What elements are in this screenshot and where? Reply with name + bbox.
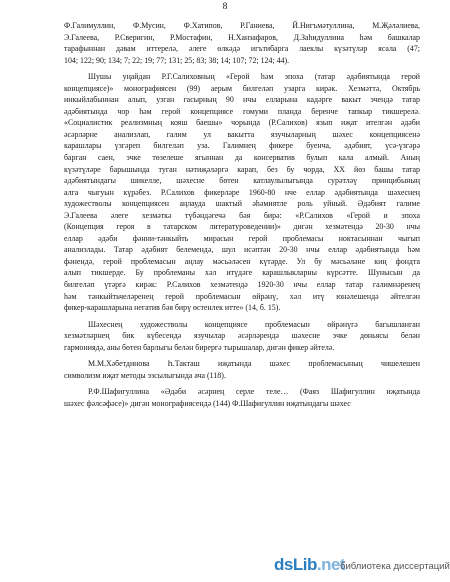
- text-line: Э.Галеева әлеге хезмәткә түбәндәгечә бәя бирә: «Р.Салихов «Герой и эпоха: [64, 210, 420, 220]
- text-line: (Концепция героя в татарском литературоведении)» дигән хезмәтендә 20-30 нчы: [64, 222, 420, 232]
- text-line: шәхес фәлсәфәсе)» дигән монографиясендә (144) Ф.Шафигуллин иҗатындагы шәхес: [64, 398, 351, 408]
- text-line: карашлары үзгәреп билгеләп уза. Галимнең фикере буенча, әдәбият, үсә-үзгәрә: [64, 141, 420, 151]
- dslib-logo-main: dsLib: [274, 555, 317, 574]
- text-line: фикер-карашларына негатив бәя бирү өстенлек итте» (14, б. 15).: [64, 303, 281, 313]
- text-line: 104; 122; 90; 134; 7; 22; 19; 77; 131; 25; 83; 38; 14; 107; 72; 124; 44).: [64, 55, 290, 65]
- text-line: Э.Галеева, Р.Сверигин, Р.Мостафин, Н.Ханзафаров, Д.Заһидуллина һәм башкалар: [64, 32, 420, 42]
- text-line: күзәтүләре барышында туган нәтиҗәләргә карап, без бу чорда, XX йөз башы татар: [64, 164, 420, 174]
- text-line: Ф.Галимуллин, Ф.Мусин, Ф.Хатипов, Р.Ганиева, Й.Нигъмәтуллина, М.Җәләлиева,: [64, 21, 420, 30]
- text-line: еллар әдәби фәнни-тәнкыйть мирасын герой проблемасы ноктасыннан чыгып: [64, 233, 420, 243]
- text-line: әсәрләрне анализлап, галим ул вакытта язучыларның шәхес концепциясенә: [64, 129, 420, 139]
- page-number: 8: [222, 2, 228, 12]
- text-line: «Социалистик реализмның кояш баешы» чорында (Р.Салихов) язып иҗат ителгән әдәби: [64, 118, 420, 128]
- text-line: Р.Ф.Шафигуллина «Әдәби әсәрнең серле теле… (Фаяз Шафигуллин иҗатында: [88, 387, 420, 397]
- text-line: художестволы концепциясен аңлауда шактый әһәмиятле роль уйный. Әдәбият галиме: [64, 199, 420, 209]
- text-line: фәнендә, герой проблемасын аңлау мәсьәләсен күтәрде. Ул бу мәсьәләне киң фондта: [64, 256, 420, 266]
- text-line: Шәхеснең художестволы концепциясе проблемасын өйрәнүгә багышланган: [88, 319, 420, 329]
- text-line: концепциясе)» монографиясен (99) аерым билгеләп узарга кирәк. Хезмәттә, Октябрь: [64, 83, 420, 93]
- text-line: анализлады. Татар әдәбият белемендә, шул исәптән 20-30 нчы еллар әдәбиятында һәм: [64, 245, 420, 255]
- dslib-logo: [274, 555, 345, 575]
- text-line: М.М.Хәбетдинова Һ.Такташ иҗатында шәхес проблемасының чишелешен: [88, 359, 420, 369]
- watermark[interactable]: [268, 552, 450, 582]
- text-line: әдәбиятындагы шикелле, шәхесне бөтен катлаулылыгында сурәтләү принцибының: [64, 176, 420, 186]
- text-line: символизм иҗат методы эзсылыгында ача (118).: [64, 370, 226, 380]
- watermark-caption: библиотека диссертаций: [340, 561, 450, 572]
- text-line: Шушы уңайдан Р.Г.Салиховның «Герой һәм эпоха (татар әдәбиятында герой: [88, 72, 420, 82]
- text-line: һәм тәнкыйтьчеләренең герой проблемасын өйрәнү, хәл итү юнәлешендә әйтелгән: [64, 291, 420, 301]
- text-line: алып тикшерде. Бу проблеманы хәл итүдәге карашлыкларны күрсәтте. Шунысын да: [64, 268, 420, 278]
- text-line: барган саен, эчке төзелеше ягыннан да консерватив булып кала алмый. Аның: [64, 153, 420, 163]
- text-line: тарафыннан дәвам иттерелә, әлеге өлкәдә игътибарга лаеклы күзәтүләр ясала (47;: [64, 44, 420, 54]
- text-line: билгеләп үтәргә кирәк: Р.Салихов хезмәтендә 1920-30 нчы еллар татар галимнәренең: [64, 280, 420, 290]
- text-line: әдәбиятында чор һәм герой концепциясе гомуми планда беренче тапкыр тикшерелә.: [64, 106, 420, 116]
- text-line: гармониядә, аны бөтен барлыгы белән бирергә тырышалар, дигән фикер әйтелә.: [64, 342, 335, 352]
- text-line: алга чыгуын күрәбез. Р.Салихов фикерләре 1960-80 нче еллар әдәбиятында шәхеснең: [64, 187, 420, 197]
- text-line: хезмәтләрнең бик күбесендә язучылар әсәрләрендә шәхесне эчке дөньясы белән: [64, 331, 420, 341]
- text-line: инкыйлабыннан алып, узган гасырның 90 нчы елларына кадәрге вакыт эчендә татар: [64, 95, 420, 105]
- body-text: [64, 20, 420, 410]
- dslib-logo-suffix: .net: [316, 555, 346, 574]
